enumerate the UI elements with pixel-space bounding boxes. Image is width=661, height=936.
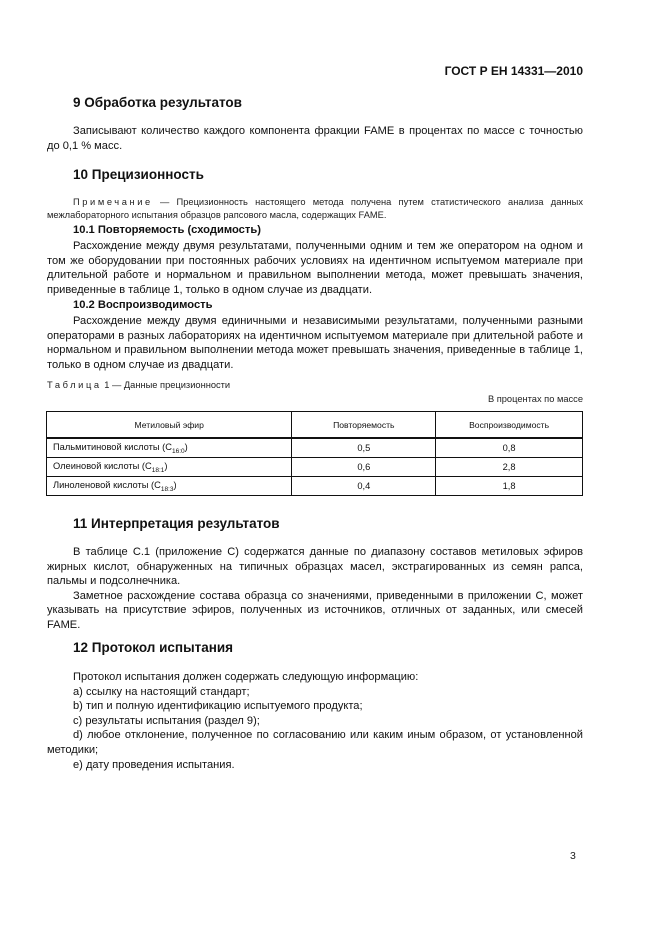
section-11-title: 11 Интерпретация результатов xyxy=(73,516,280,531)
reproducibility-cell: 1,8 xyxy=(436,477,583,496)
section-10-title: 10 Прецизионность xyxy=(73,167,204,182)
table-header-row xyxy=(47,412,583,439)
section-10-2-paragraph: Расхождение между двумя единичными и независимыми результатами, полученными разными операторами в разных лабораториях на идентичном испытуемом материале при длительной работе и нормальном и правильном выполнении метода может превышать значения, приведенные в таблице 1, только в одном случае из двадцати. xyxy=(47,315,583,371)
repeatability-cell: 0,4 xyxy=(292,477,436,496)
column-header-repeatability: Повторяемость xyxy=(292,412,436,439)
section-11-body xyxy=(47,545,583,632)
ester-name-cell: Пальмитиновой кислоты $(C_{16:0})$ xyxy=(47,438,292,458)
note-label: Примечание xyxy=(73,197,153,207)
repeatability-cell: 0,6 xyxy=(292,458,436,477)
table-row xyxy=(47,477,583,496)
table-1-caption xyxy=(47,380,230,390)
reproducibility-cell: 0,8 xyxy=(436,438,583,458)
reproducibility-cell: 2,8 xyxy=(436,458,583,477)
table-row xyxy=(47,438,583,458)
note-text: — Прецизионность настоящего метода получена путем статистического анализа данных межлабораторного испытания образцов рапсового масла, содержащих FAME. xyxy=(47,197,583,220)
precision-table xyxy=(46,411,583,496)
section-11-paragraph-1: В таблице С.1 (приложение С) содержатся данные по диапазону составов метиловых эфиров жирных кислот, обнаруженных на типичных образцах масел, экстрагированных из семян рапса, пальмы и подсолнечника. xyxy=(47,546,583,587)
section-9-body xyxy=(47,124,583,153)
section-11-paragraph-2: Заметное расхождение состава образца со значениями, приведенными в приложении С, может указывать на присутствие эфиров, полученных из источников, отличных от заданных, или смесей FAME. xyxy=(47,589,583,631)
page-number: 3 xyxy=(570,850,576,862)
ester-name-cell: Линоленовой кислоты $(C_{18:3})$ xyxy=(47,477,292,496)
table-caption-label: Таблица xyxy=(47,380,102,390)
section-9-title: 9 Обработка результатов xyxy=(73,95,242,110)
section-10-1-title: 10.1 Повторяемость (сходимость) xyxy=(73,224,261,236)
ester-name-cell: Олеиновой кислоты $(C_{18:1})$ xyxy=(47,458,292,477)
table-row xyxy=(47,458,583,477)
section-10-1-paragraph: Расхождение между двумя результатами, полученными одним и тем же оператором на одном и том же оборудовании при постоянных рабочих условиях на идентичном испытуемом материале при длительной работе и нормальном и правильном выполнении метода, может превышать значения, приведенные в таблице 1, только в одном случае из двадцати. xyxy=(47,240,583,296)
repeatability-cell: 0,5 xyxy=(292,438,436,458)
table-1-unit: В процентах по массе xyxy=(487,394,583,404)
list-item: c) результаты испытания (раздел 9); xyxy=(73,714,260,727)
column-header-reproducibility: Воспроизводимость xyxy=(436,412,583,439)
section-12-intro: Протокол испытания должен содержать следующую информацию: xyxy=(73,671,419,683)
list-item: d) любое отклонение, полученное по согласованию или каким иным образом, от установленной методики; xyxy=(47,729,583,756)
section-9-paragraph: Записывают количество каждого компонента фракции FAME в процентах по массе с точностью до 0,1 % масс. xyxy=(47,125,583,152)
section-10-2-title: 10.2 Воспроизводимость xyxy=(73,299,213,311)
section-10-note xyxy=(47,196,583,222)
list-item: a) ссылку на настоящий стандарт; xyxy=(73,685,250,698)
section-12-body xyxy=(47,670,583,772)
document-header-id: ГОСТ Р ЕН 14331—2010 xyxy=(444,64,583,78)
column-header-ester: Метиловый эфир xyxy=(47,412,292,439)
list-item: e) дату проведения испытания. xyxy=(73,758,235,771)
table-caption-text: 1 — Данные прецизионности xyxy=(101,380,231,390)
section-10-2-body xyxy=(47,314,583,372)
section-12-title: 12 Протокол испытания xyxy=(73,640,234,655)
list-item: b) тип и полную идентификацию испытуемого продукта; xyxy=(73,700,363,713)
section-10-1-body xyxy=(47,239,583,297)
